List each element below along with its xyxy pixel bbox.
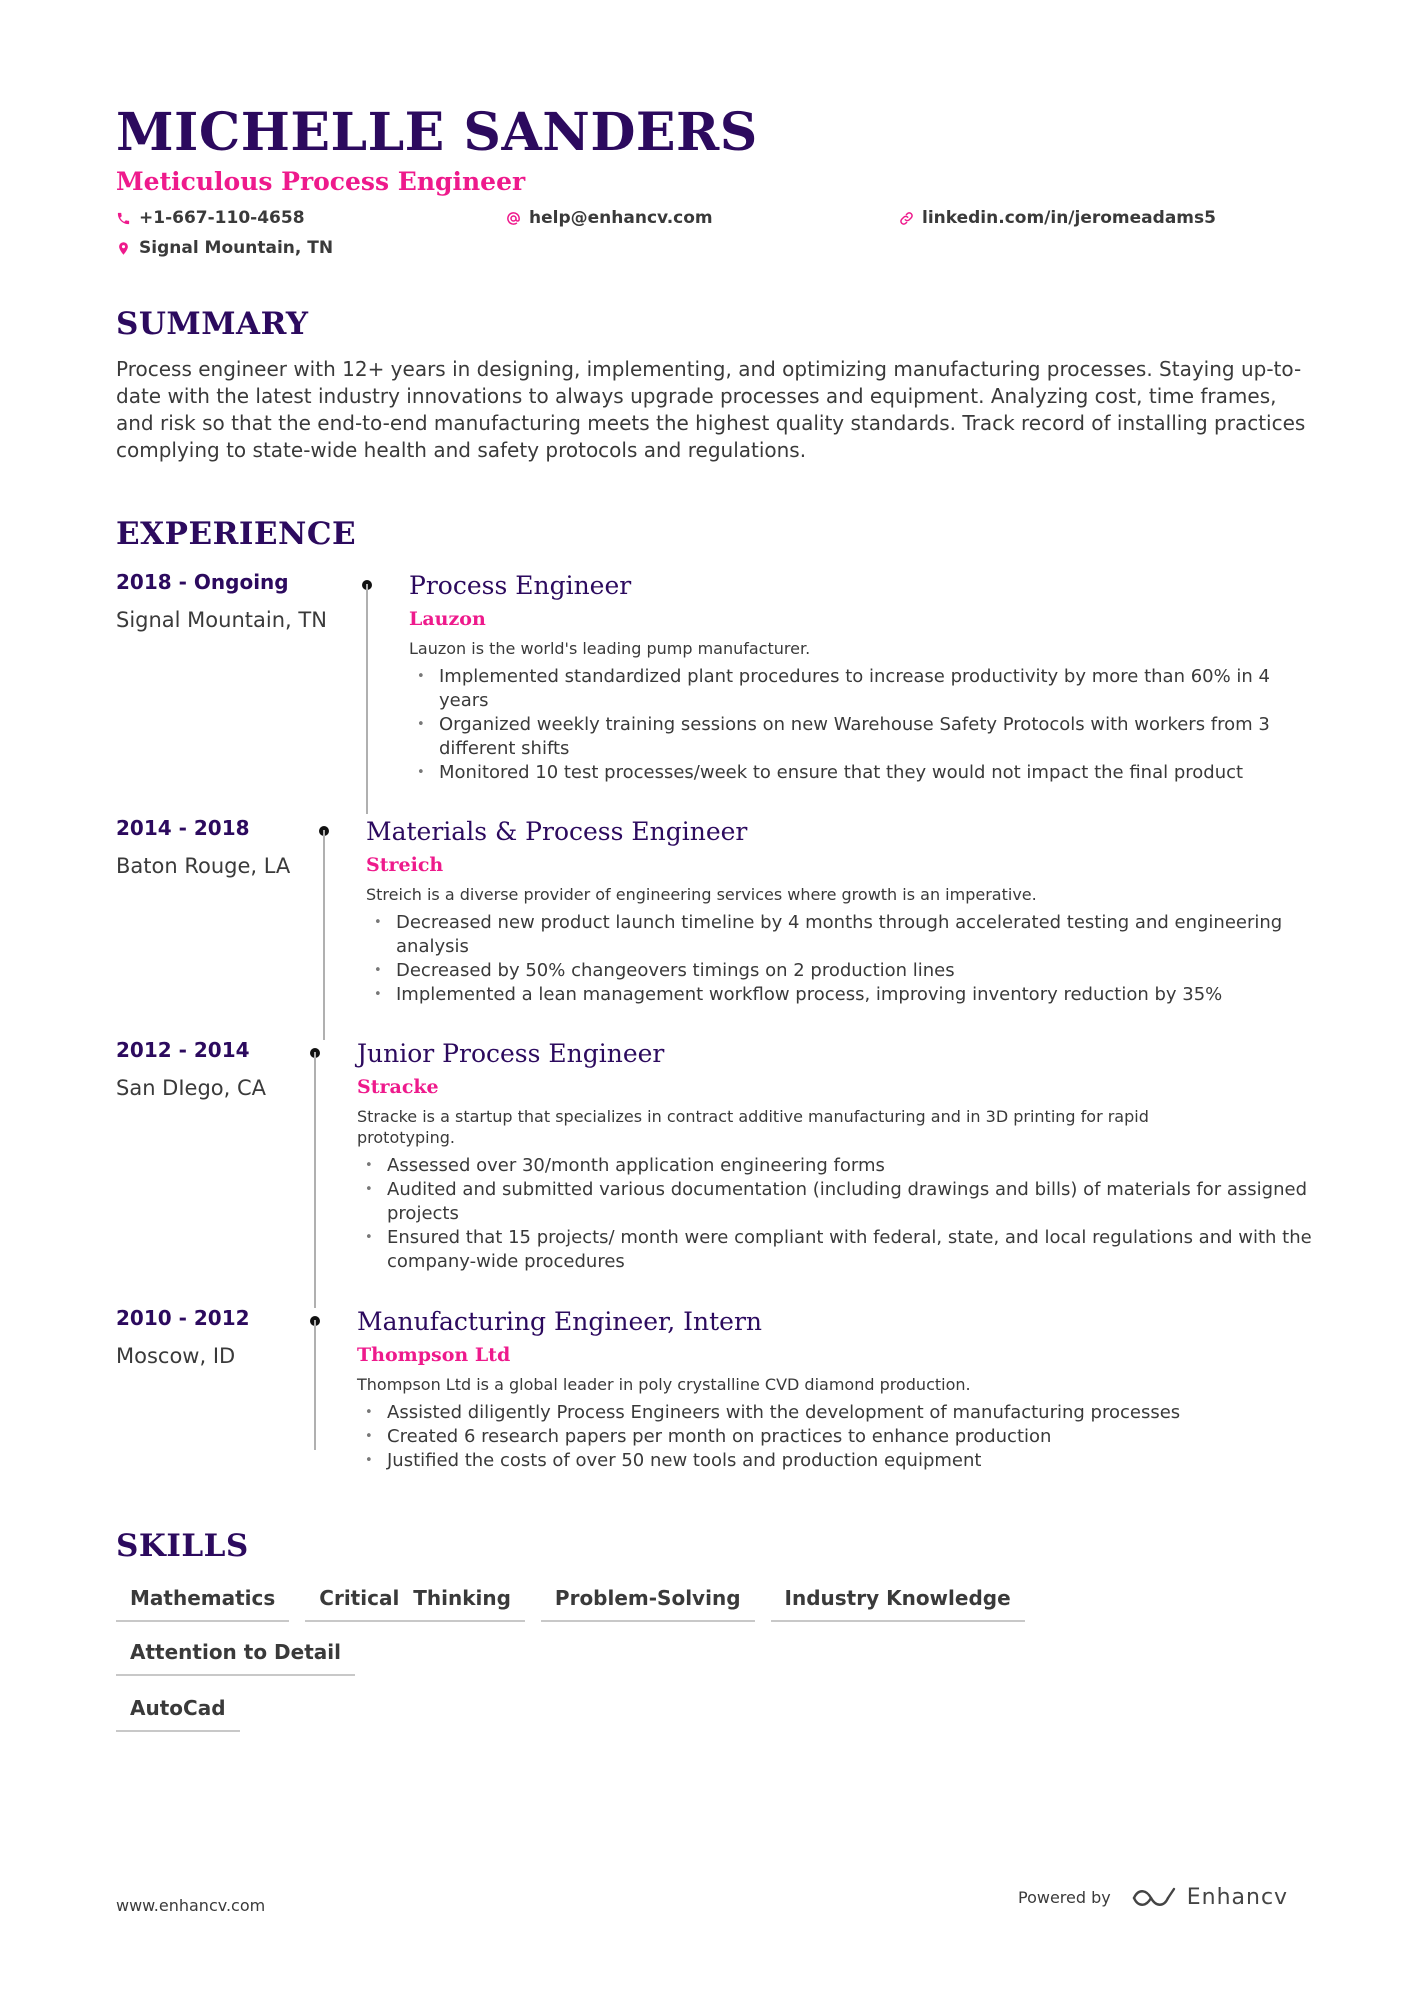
bullet-item: • Decreased new product launch timeline by 4 months through accelerated testing and engineering analysis [366, 911, 1326, 959]
footer-website[interactable]: www.enhancv.com [116, 1896, 266, 1915]
entry-body [409, 570, 1309, 785]
entry-role: Process Engineer [409, 571, 632, 600]
skill-tag: AutoCad [116, 1694, 240, 1732]
timeline-line [314, 1320, 316, 1450]
skill-tag: Problem-Solving [541, 1584, 755, 1622]
entry-location: Moscow, ID [116, 1344, 236, 1368]
at-icon [506, 211, 521, 226]
skills-heading: SKILLS [116, 1528, 249, 1564]
phone-contact[interactable] [116, 208, 305, 228]
bullet-item: • Justified the costs of over 50 new tools and production equipment [357, 1449, 1317, 1473]
location-text: Signal Mountain, TN [139, 238, 334, 259]
bullet-item: • Decreased by 50% changeovers timings on 2 production lines [366, 959, 1326, 983]
footer-branding[interactable] [1018, 1885, 1288, 1910]
bullet-item: • Assisted diligently Process Engineers with the development of manufacturing processes [357, 1401, 1317, 1425]
entry-description: Streich is a diverse provider of engineering services where growth is an imperative. [366, 885, 1037, 904]
bullet-item: • Assessed over 30/month application engineering forms [357, 1154, 1317, 1178]
skill-tag: Mathematics [116, 1584, 289, 1622]
entry-date: 2010 - 2012 [116, 1306, 250, 1330]
entry-bullets [357, 1401, 1317, 1473]
location-contact [116, 238, 333, 258]
enhancv-logo [1131, 1885, 1288, 1910]
phone-icon [116, 211, 131, 226]
entry-description: Stracke is a startup that specializes in contract additive manufacturing and in 3D printing for rapid prototyping. [357, 1107, 1149, 1147]
bullet-item: • Audited and submitted various documentation (including drawings and bills) of materials for assigned projects [357, 1178, 1317, 1226]
entry-company: Streich [366, 854, 444, 876]
email-contact[interactable] [506, 208, 713, 228]
skills-section [116, 1528, 1316, 1732]
link-icon [899, 211, 914, 226]
skills-list [116, 1584, 1216, 1676]
experience-heading: EXPERIENCE [116, 516, 357, 552]
timeline-line [323, 830, 325, 1040]
entry-location: San DIego, CA [116, 1076, 267, 1100]
bullet-item: • Monitored 10 test processes/week to ensure that they would not impact the final product [409, 761, 1309, 785]
entry-company: Lauzon [409, 608, 486, 630]
bullet-item: • Ensured that 15 projects/ month were compliant with federal, state, and local regulations and with the company-wide procedures [357, 1226, 1317, 1274]
timeline-line [314, 1052, 316, 1308]
linkedin-text: linkedin.com/in/jeromeadams5 [922, 208, 1216, 229]
entry-date: 2012 - 2014 [116, 1038, 250, 1062]
entry-description: Thompson Ltd is a global leader in poly crystalline CVD diamond production. [357, 1375, 971, 1394]
entry-bullets [409, 665, 1309, 785]
summary-section [116, 306, 1316, 464]
entry-body [366, 816, 1326, 1007]
entry-role: Manufacturing Engineer, Intern [357, 1307, 763, 1336]
entry-role: Materials & Process Engineer [366, 817, 748, 846]
powered-by-text: Powered by [1018, 1888, 1111, 1907]
entry-body [357, 1306, 1317, 1473]
email-text: help@enhancv.com [529, 208, 713, 229]
candidate-title: Meticulous Process Engineer [116, 167, 526, 197]
entry-bullets [366, 911, 1326, 1007]
entry-role: Junior Process Engineer [357, 1039, 665, 1068]
entry-description: Lauzon is the world's leading pump manufacturer. [409, 639, 811, 658]
candidate-name: MICHELLE SANDERS [116, 102, 758, 163]
bullet-item: • Created 6 research papers per month on practices to enhance production [357, 1425, 1317, 1449]
bullet-item: • Organized weekly training sessions on new Warehouse Safety Protocols with workers from 3 different shifts [409, 713, 1309, 761]
linkedin-contact[interactable] [899, 208, 1216, 228]
contact-info [116, 200, 1316, 258]
resume-page [116, 100, 1316, 1720]
bullet-item: • Implemented a lean management workflow process, improving inventory reduction by 35% [366, 983, 1326, 1007]
entry-date: 2014 - 2018 [116, 816, 250, 840]
entry-bullets [357, 1154, 1317, 1274]
enhancv-logo-icon [1131, 1886, 1177, 1910]
timeline-line [366, 584, 368, 814]
skill-tag: Industry Knowledge [771, 1584, 1025, 1622]
skills-list-row-2 [116, 1694, 1216, 1732]
skill-tag: Attention to Detail [116, 1638, 355, 1676]
phone-text: +1-667-110-4658 [139, 208, 305, 229]
entry-company: Thompson Ltd [357, 1344, 511, 1366]
summary-text: Process engineer with 12+ years in designing, implementing, and optimizing manufacturing processes. Staying up-to-date with the latest industry innovations to always upgrade processes and equipment. Analyzing cost, time frames, and risk so that the end-to-end manufacturing meets the highest quality standards. Track record of installing practices complying to state-wide health and safety protocols and regulations. [116, 357, 1306, 462]
brand-name: Enhancv [1186, 1885, 1289, 1910]
entry-body [357, 1038, 1317, 1274]
experience-section [116, 516, 1316, 1471]
entry-location: Baton Rouge, LA [116, 854, 291, 878]
entry-date: 2018 - Ongoing [116, 570, 289, 594]
entry-company: Stracke [357, 1076, 439, 1098]
bullet-item: • Implemented standardized plant procedures to increase productivity by more than 60% in 4 years [409, 665, 1309, 713]
summary-heading: SUMMARY [116, 306, 309, 342]
map-pin-icon [116, 241, 131, 256]
entry-location: Signal Mountain, TN [116, 608, 327, 632]
skill-tag: Critical Thinking [305, 1584, 525, 1622]
